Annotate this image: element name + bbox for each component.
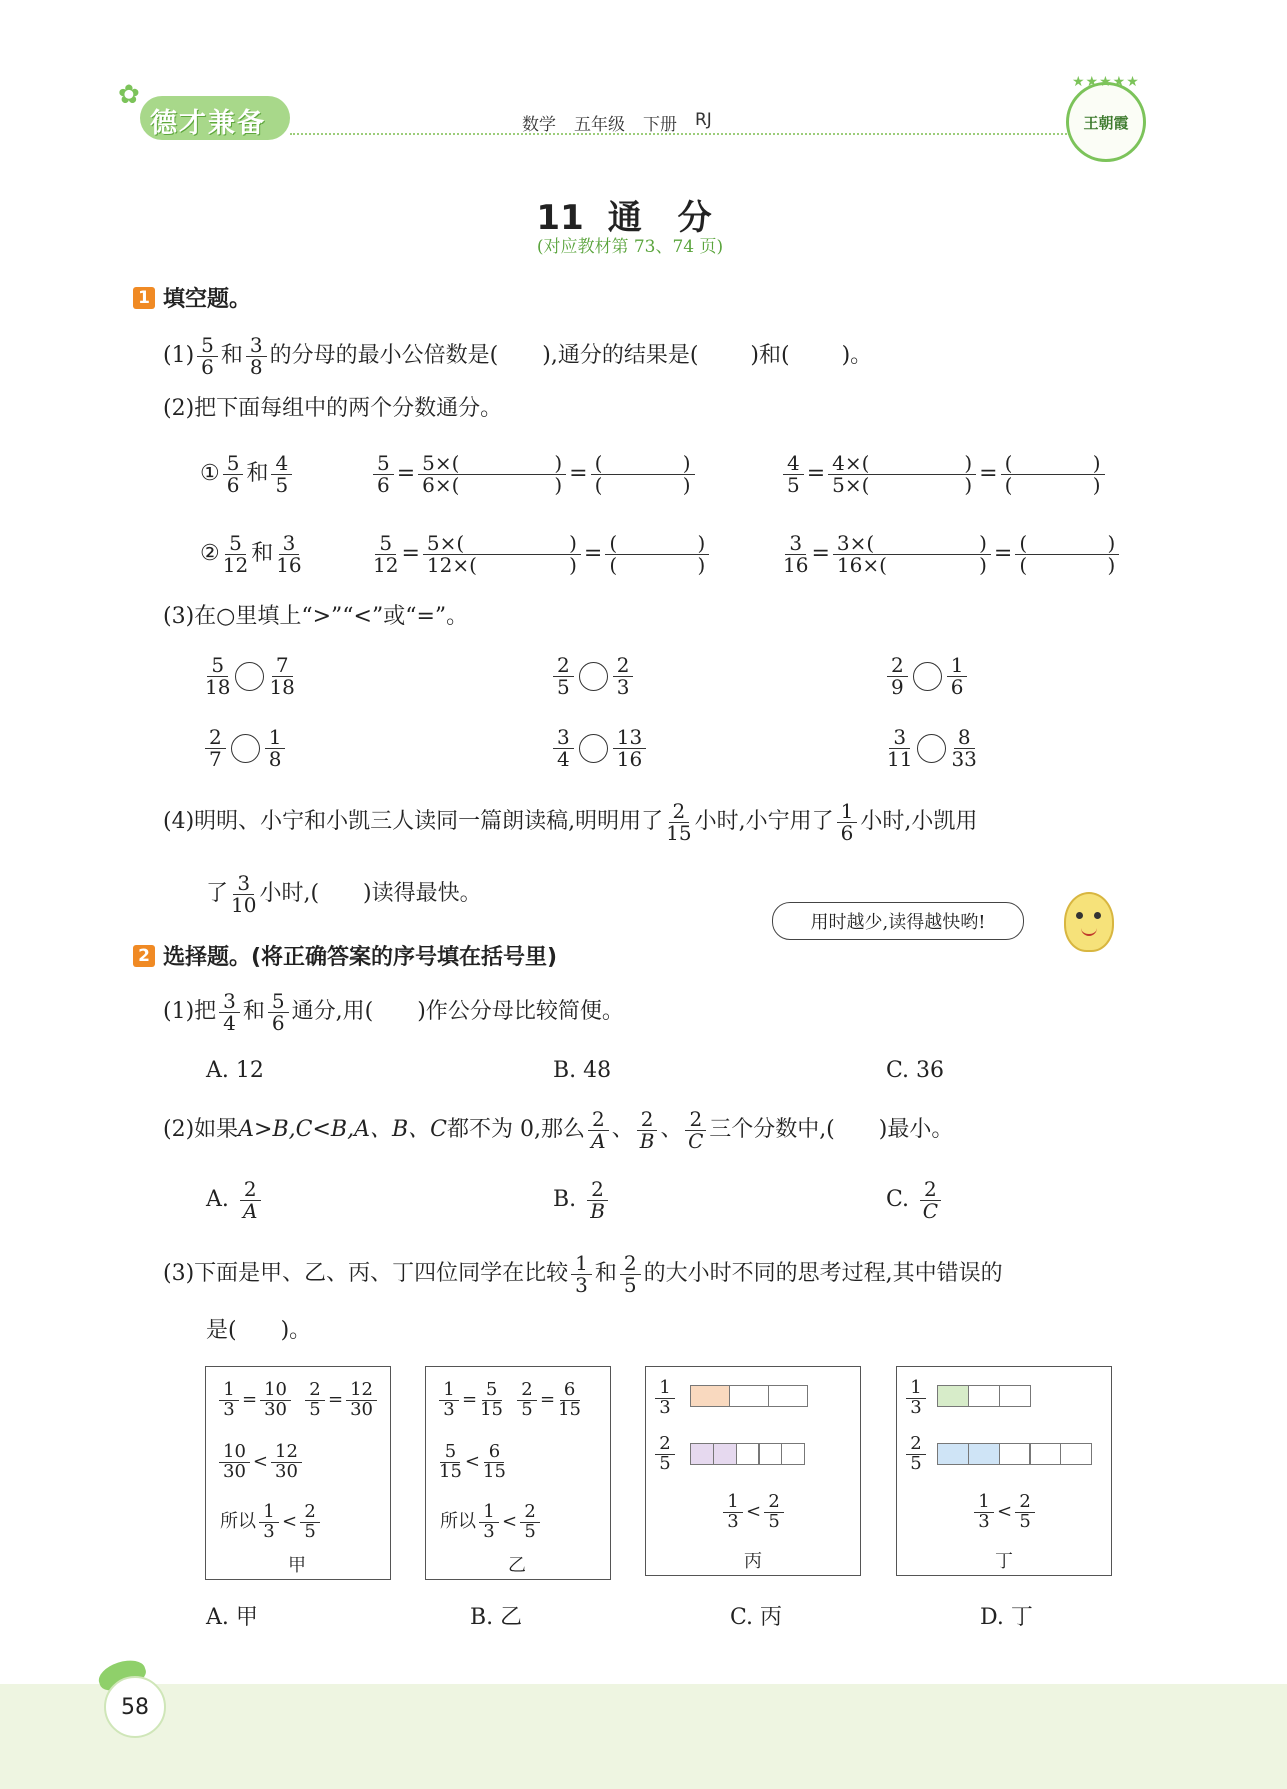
fraction: $\frac{5}{12}$ [222, 530, 249, 577]
fraction: $\frac{1}{3}$ [906, 1379, 926, 1418]
header-grade: 五年级 [574, 115, 625, 135]
fraction: $\frac{2}{15}$ [666, 798, 692, 845]
blank-fraction[interactable]: ( ) ( ) [605, 533, 709, 576]
section1-heading [133, 282, 251, 313]
fraction: $\frac{5}{15}$ [439, 1440, 462, 1482]
title-number: 11 [536, 198, 584, 238]
fraction: $\frac{5}{18}$ [205, 652, 231, 699]
fraction: $\frac{1}{8}$ [265, 727, 286, 770]
brand-title: 德才兼备 [150, 108, 266, 139]
blank-fraction[interactable]: ( ) ( ) [591, 453, 695, 496]
fraction: $\frac{5}{6}$ [197, 335, 218, 378]
header-edition: RJ [695, 110, 712, 130]
bar-fifths [690, 1443, 804, 1465]
fraction: $\frac{1}{6}$ [947, 655, 968, 698]
section2-heading [133, 940, 557, 971]
fraction: $\frac{6}{15}$ [483, 1440, 506, 1482]
footer-band [0, 1684, 1287, 1789]
s2-q2-option-c[interactable]: C. $\frac{2}{C}$ [886, 1172, 944, 1228]
s2-q1-option-c[interactable]: C. 36 [886, 1058, 945, 1083]
header-subject: 数学 [522, 115, 556, 135]
hint-bubble [772, 902, 1024, 940]
fraction: $\frac{5}{15}$ [480, 1378, 503, 1420]
fraction: $\frac{2}{B}$ [587, 1179, 608, 1222]
header-volume: 下册 [643, 115, 677, 135]
fraction: $\frac{1}{3}$ [439, 1381, 459, 1420]
fraction: $\frac{12}{30}$ [271, 1443, 302, 1482]
fraction: $\frac{1}{3}$ [974, 1493, 994, 1532]
author-badge-icon [1066, 82, 1146, 162]
fraction: $\frac{3}{16}$ [783, 530, 809, 577]
compare-item [550, 648, 636, 704]
method-box-ding: $\frac{1}{3}$ $\frac{2}{5}$ $\frac{1}{3}$ < $\frac{2}{5}$ 丁 [896, 1366, 1112, 1576]
section1-badge: 1 [133, 287, 155, 309]
blank-fraction[interactable]: 3×( ) 16×( ) [833, 533, 991, 576]
box-label: 乙 [508, 1555, 526, 1576]
blank-fraction[interactable]: 5×( ) 6×( ) [418, 453, 566, 496]
box-label: 丁 [995, 1551, 1013, 1572]
compare-item [550, 720, 649, 776]
fraction: $\frac{2}{B}$ [637, 1109, 658, 1152]
title-name: 通 分 [607, 198, 724, 238]
fraction: $\frac{1}{6}$ [837, 801, 858, 844]
s2-q3-line2: 是( )。 [206, 1318, 312, 1343]
method-box-yi: $\frac{1}{3}$ = $\frac{5}{15}$ $\frac{2}{5}$ = $\frac{6}{15}$ $\frac{5}{15}$ < $\frac{6}{15}$ 所以 $\frac{1}{3}$ < $\frac{2}{5}$ 乙 [425, 1366, 611, 1580]
s2-q2-option-b[interactable]: B. $\frac{2}{B}$ [553, 1172, 611, 1228]
fraction: $\frac{2}{5}$ [305, 1381, 325, 1420]
fraction: $\frac{5}{6}$ [268, 991, 289, 1034]
s2-q1: (1)把 $\frac{3}{4}$ 和 $\frac{5}{6}$ 通分,用( )作公分母比较简便。 [163, 988, 624, 1035]
fraction: $\frac{1}{3}$ [479, 1503, 499, 1542]
author-badge-text: 王朝霞 [1083, 113, 1129, 132]
s1-q2-g1-a: $\frac{5}{6}$ = 5×( ) 6×( ) = ( ) ( ) [370, 446, 698, 502]
fraction: $\frac{1}{3}$ [571, 1253, 592, 1296]
star-icon: ★★★★★ [1072, 74, 1140, 90]
fraction: $\frac{2}{A}$ [240, 1179, 261, 1222]
fraction: $\frac{3}{8}$ [246, 335, 267, 378]
compare-item [884, 648, 970, 704]
compare-circle[interactable] [913, 662, 942, 691]
mascot-icon [1064, 892, 1114, 952]
s1-q4-line1: (4)明明、小宁和小凯三人读同一篇朗读稿,明明用了 $\frac{2}{15}$ 小时,小宁用了 $\frac{1}{6}$ 小时,小凯用 [163, 798, 978, 845]
fraction: $\frac{13}{16}$ [613, 727, 646, 770]
section2-title: 选择题。(将正确答案的序号填在括号里) [163, 945, 558, 970]
fraction: $\frac{10}{30}$ [219, 1443, 250, 1482]
s1-q2-group2: ② $\frac{5}{12}$ 和 $\frac{3}{16}$ [200, 530, 302, 577]
fraction: $\frac{3}{16}$ [276, 530, 302, 577]
box-label: 甲 [288, 1555, 306, 1576]
s1-q2-group1: ① $\frac{5}{6}$ 和 $\frac{4}{5}$ [200, 446, 295, 502]
fraction: $\frac{1}{3}$ [219, 1381, 239, 1420]
s2-q2: (2)如果 A>B,C<B,A、B、C 都不为 0,那么 $\frac{2}{A}$ 、 $\frac{2}{B}$ 、 $\frac{2}{C}$ 三个分数中,( )最小。 [163, 1106, 954, 1153]
bar-thirds [690, 1385, 806, 1407]
s1-q2-g2-b: $\frac{3}{16}$ = 3×( ) 16×( ) = ( ) ( ) [780, 526, 1122, 582]
compare-circle[interactable] [579, 662, 608, 691]
fraction: $\frac{3}{4}$ [553, 727, 574, 770]
compare-circle[interactable] [579, 734, 608, 763]
fraction: $\frac{2}{3}$ [613, 655, 634, 698]
s2-q3-option-d[interactable]: D. 丁 [980, 1605, 1033, 1630]
s2-q3-option-b[interactable]: B. 乙 [470, 1605, 523, 1630]
fraction: $\frac{5}{12}$ [373, 530, 399, 577]
compare-item [884, 720, 980, 776]
compare-circle[interactable] [917, 734, 946, 763]
s2-q3-option-a[interactable]: A. 甲 [206, 1605, 258, 1630]
fraction: $\frac{1}{3}$ [655, 1379, 675, 1418]
s1-q1-join: 和 [220, 343, 243, 368]
box-label: 丙 [744, 1551, 762, 1572]
s1-q2-g1-b: $\frac{4}{5}$ = 4×( ) 5×( ) = ( ) ( ) [780, 446, 1108, 502]
header-info [522, 110, 712, 135]
fraction: $\frac{12}{30}$ [346, 1381, 377, 1420]
s1-q2-g2-a: $\frac{5}{12}$ = 5×( ) 12×( ) = ( ) ( ) [370, 526, 712, 582]
fraction: $\frac{2}{5}$ [764, 1493, 784, 1532]
fraction: $\frac{10}{30}$ [260, 1381, 291, 1420]
fraction: $\frac{2}{9}$ [887, 655, 908, 698]
s2-q2-option-a[interactable]: A. $\frac{2}{A}$ [206, 1172, 264, 1228]
fraction: $\frac{5}{6}$ [223, 453, 244, 496]
s2-q3-option-c[interactable]: C. 丙 [730, 1605, 783, 1630]
fraction: $\frac{2}{5}$ [553, 655, 574, 698]
bar-fifths [937, 1443, 1091, 1465]
s2-q1-option-a[interactable]: A. 12 [206, 1058, 264, 1083]
fraction: $\frac{2}{C}$ [920, 1179, 941, 1222]
fraction: $\frac{4}{5}$ [783, 453, 804, 496]
fraction: $\frac{8}{33}$ [951, 724, 977, 771]
title-reference: (对应教材第 73、74 页) [536, 237, 724, 257]
s2-q1-option-b[interactable]: B. 48 [553, 1058, 612, 1083]
fraction: $\frac{2}{5}$ [906, 1435, 926, 1474]
fraction: $\frac{2}{C}$ [685, 1109, 706, 1152]
hint-text: 用时越少,读得越快哟! [810, 912, 986, 933]
fraction: $\frac{2}{5}$ [655, 1435, 675, 1474]
palm-icon: ✿ [118, 80, 140, 110]
blank-fraction[interactable]: ( ) ( ) [1015, 533, 1119, 576]
page-number: 58 [104, 1676, 166, 1738]
fraction: $\frac{1}{3}$ [723, 1493, 743, 1532]
fraction: $\frac{2}{5}$ [517, 1381, 537, 1420]
s1-q4-line2: 了 $\frac{3}{10}$ 小时,( )读得最快。 [206, 870, 482, 917]
fraction: $\frac{6}{15}$ [558, 1378, 581, 1420]
fraction: $\frac{3}{10}$ [231, 870, 257, 917]
fraction: $\frac{3}{4}$ [219, 991, 240, 1034]
compare-circle[interactable] [231, 734, 260, 763]
blank-fraction[interactable]: ( ) ( ) [1001, 453, 1105, 496]
s1-q2-label: (2)把下面每组中的两个分数通分。 [163, 396, 503, 421]
blank-fraction[interactable]: 5×( ) 12×( ) [423, 533, 581, 576]
fraction: $\frac{2}{5}$ [1015, 1493, 1035, 1532]
fraction: $\frac{2}{5}$ [300, 1503, 320, 1542]
fraction: $\frac{1}{3}$ [259, 1503, 279, 1542]
blank-fraction[interactable]: 4×( ) 5×( ) [828, 453, 976, 496]
fraction: $\frac{2}{5}$ [520, 1503, 540, 1542]
s1-q3-label: (3)在○里填上“>”“<”或“=”。 [163, 604, 469, 629]
header [0, 0, 1287, 160]
fraction: $\frac{5}{6}$ [373, 453, 394, 496]
fraction: $\frac{3}{11}$ [887, 724, 913, 771]
section1-title: 填空题。 [163, 287, 252, 312]
s1-q1-label: (1) [163, 343, 195, 368]
bar-thirds [937, 1385, 1029, 1407]
fraction: $\frac{2}{5}$ [620, 1253, 641, 1296]
method-box-bing: $\frac{1}{3}$ $\frac{2}{5}$ $\frac{1}{3}$ < $\frac{2}{5}$ 丙 [645, 1366, 861, 1576]
fraction: $\frac{2}{7}$ [205, 727, 226, 770]
compare-circle[interactable] [235, 662, 264, 691]
compare-item [202, 648, 298, 704]
compare-item [202, 720, 288, 776]
fraction: $\frac{4}{5}$ [271, 453, 292, 496]
fraction: $\frac{7}{18}$ [269, 652, 295, 699]
fraction: $\frac{2}{A}$ [588, 1109, 609, 1152]
s2-q3-line1: (3)下面是甲、乙、丙、丁四位同学在比较 $\frac{1}{3}$ 和 $\frac{2}{5}$ 的大小时不同的思考过程,其中错误的 [163, 1250, 1003, 1297]
method-box-jia: $\frac{1}{3}$ = $\frac{10}{30}$ $\frac{2}{5}$ = $\frac{12}{30}$ $\frac{10}{30}$ < $\frac{12}{30}$ 所以 $\frac{1}{3}$ < $\frac{2}{5}$ 甲 [205, 1366, 391, 1580]
s1-q1: (1) $\frac{5}{6}$ 和 $\frac{3}{8}$ 的分母的最小公倍数是( ),通分的结果是( )和( )。 [163, 332, 873, 379]
section2-badge: 2 [133, 945, 155, 967]
